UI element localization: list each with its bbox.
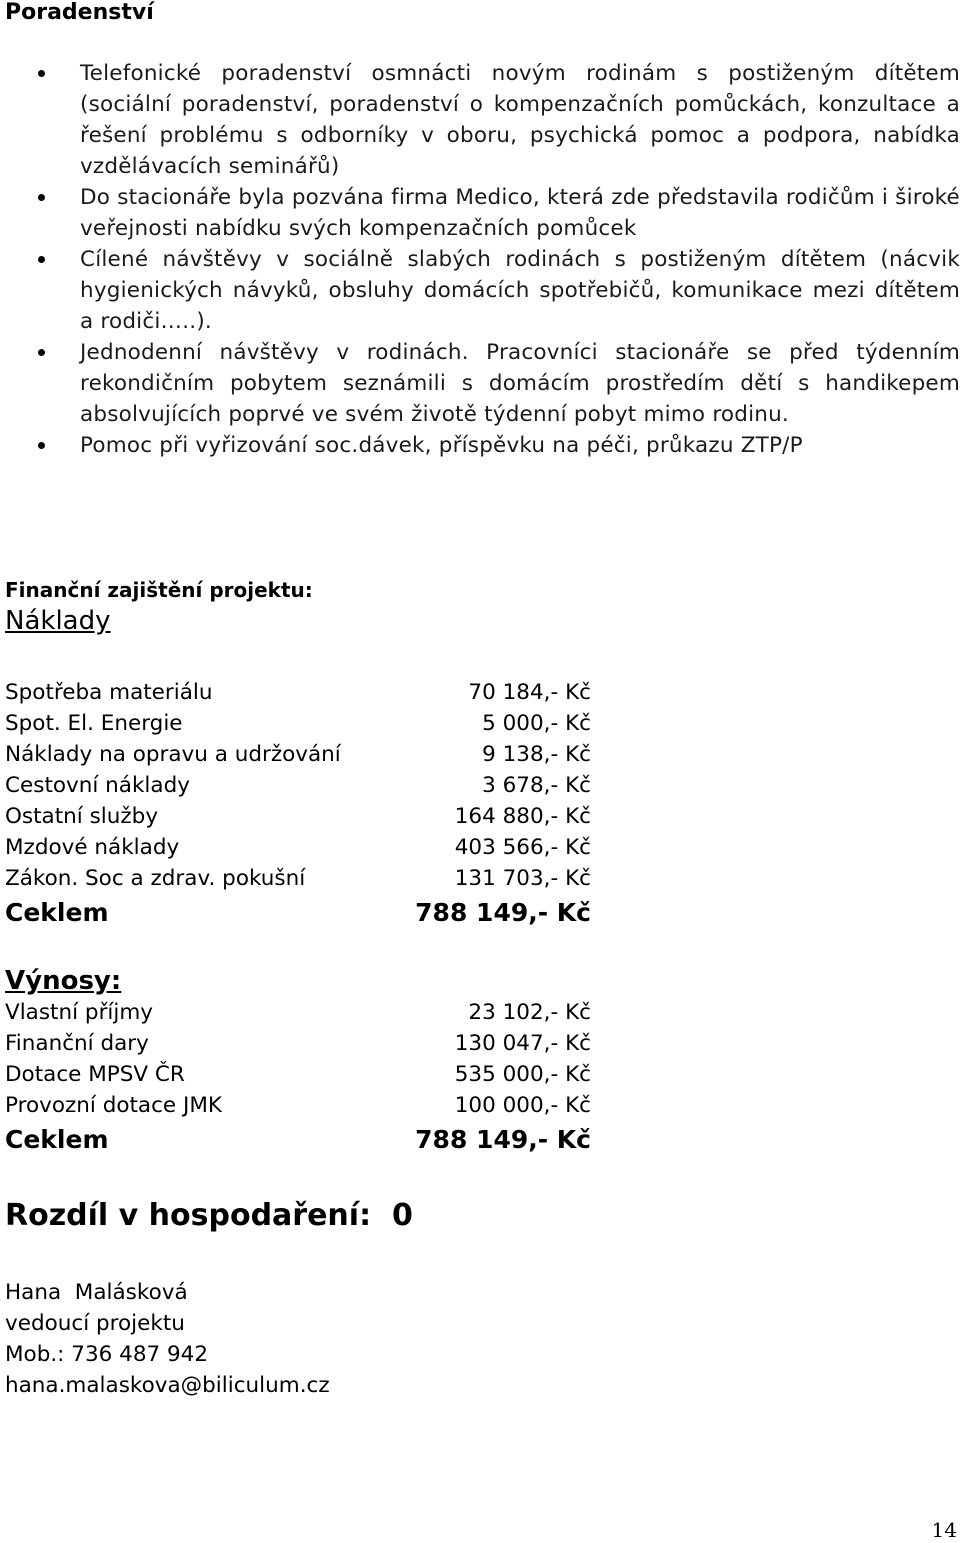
total-label: Ceklem (5, 1125, 109, 1154)
income-label: Vlastní příjmy (5, 1000, 154, 1025)
bullet-icon (38, 442, 45, 449)
bullet-icon (38, 194, 45, 201)
cost-label: Spot. El. Energie (5, 711, 183, 736)
income-label: Dotace MPSV ČR (5, 1062, 185, 1087)
income-value: 130 047,- Kč (454, 1031, 591, 1056)
list-item (0, 337, 960, 430)
income-value: 535 000,- Kč (454, 1062, 591, 1087)
cost-label: Náklady na opravu a udržování (5, 742, 341, 767)
section-title: Poradenství (5, 0, 154, 25)
income-value: 100 000,- Kč (454, 1093, 591, 1118)
contact-name: Hana Malásková (5, 1280, 188, 1305)
list-item-text: Pomoc při vyřizování soc.dávek, příspěvku na péči, průkazu ZTP/P (80, 433, 803, 458)
income-value: 23 102,- Kč (468, 1000, 591, 1025)
cost-row (5, 835, 595, 866)
cost-label: Cestovní náklady (5, 773, 190, 798)
cost-row (5, 711, 595, 742)
cost-row (5, 742, 595, 773)
cost-row (5, 866, 595, 897)
list-item (0, 430, 960, 461)
income-row (5, 1093, 595, 1124)
list-item (0, 58, 960, 182)
cost-row (5, 680, 595, 711)
list-item (0, 244, 960, 337)
difference-line: Rozdíl v hospodaření: 0 (5, 1198, 413, 1233)
page-number: 14 (931, 1518, 957, 1542)
income-heading: Výnosy: (5, 966, 122, 996)
income-label: Provozní dotace JMK (5, 1093, 222, 1118)
cost-label: Zákon. Soc a zdrav. pokušní (5, 866, 306, 891)
income-row (5, 1062, 595, 1093)
bullet-icon (38, 70, 45, 77)
cost-label: Spotřeba materiálu (5, 680, 213, 705)
contact-role: vedoucí projektu (5, 1311, 185, 1336)
finance-title: Finanční zajištění projektu: (5, 578, 313, 602)
contact-email: hana.malaskova@biliculum.cz (5, 1373, 330, 1398)
list-item-text: Telefonické poradenství osmnácti novým rodinám s postiženým dítětem (sociální poradenství, poradenství o kompenzačních pomůckách, konzultace a řešení problému s odborníky v oboru, psychická pomoc a podpora, nabídka vzdělávacích seminářů) (80, 61, 960, 179)
income-total-row (5, 1125, 595, 1161)
cost-label: Mzdové náklady (5, 835, 180, 860)
total-value: 788 149,- Kč (415, 1125, 591, 1154)
cost-value: 164 880,- Kč (454, 804, 591, 829)
total-label: Ceklem (5, 898, 109, 927)
income-row (5, 1031, 595, 1062)
cost-value: 9 138,- Kč (482, 742, 591, 767)
cost-value: 403 566,- Kč (454, 835, 591, 860)
total-value: 788 149,- Kč (415, 898, 591, 927)
bullet-icon (38, 256, 45, 263)
bullet-icon (38, 349, 45, 356)
list-item-text: Jednodenní návštěvy v rodinách. Pracovníci stacionáře se před týdenním rekondičním pobytem seznámili s domácím prostředím dětí s handikepem absolvujících poprvé ve svém životě týdenní pobyt mimo rodinu. (80, 340, 960, 427)
costs-total-row (5, 898, 595, 934)
cost-value: 70 184,- Kč (468, 680, 591, 705)
income-label: Finanční dary (5, 1031, 149, 1056)
list-item-text: Do stacionáře byla pozvána firma Medico, která zde představila rodičům i široké veřejnosti nabídku svých kompenzačních pomůcek (80, 185, 960, 241)
contact-phone: Mob.: 736 487 942 (5, 1342, 209, 1367)
cost-row (5, 773, 595, 804)
list-item (0, 182, 960, 244)
bullet-list (0, 58, 960, 461)
cost-label: Ostatní služby (5, 804, 159, 829)
cost-row (5, 804, 595, 835)
cost-value: 5 000,- Kč (482, 711, 591, 736)
costs-heading: Náklady (5, 606, 111, 636)
cost-value: 131 703,- Kč (454, 866, 591, 891)
list-item-text: Cílené návštěvy v sociálně slabých rodinách s postiženým dítětem (nácvik hygienických návyků, obsluhy domácích spotřebičů, komunikace mezi dítětem a rodiči…..). (80, 247, 960, 334)
income-row (5, 1000, 595, 1031)
cost-value: 3 678,- Kč (482, 773, 591, 798)
